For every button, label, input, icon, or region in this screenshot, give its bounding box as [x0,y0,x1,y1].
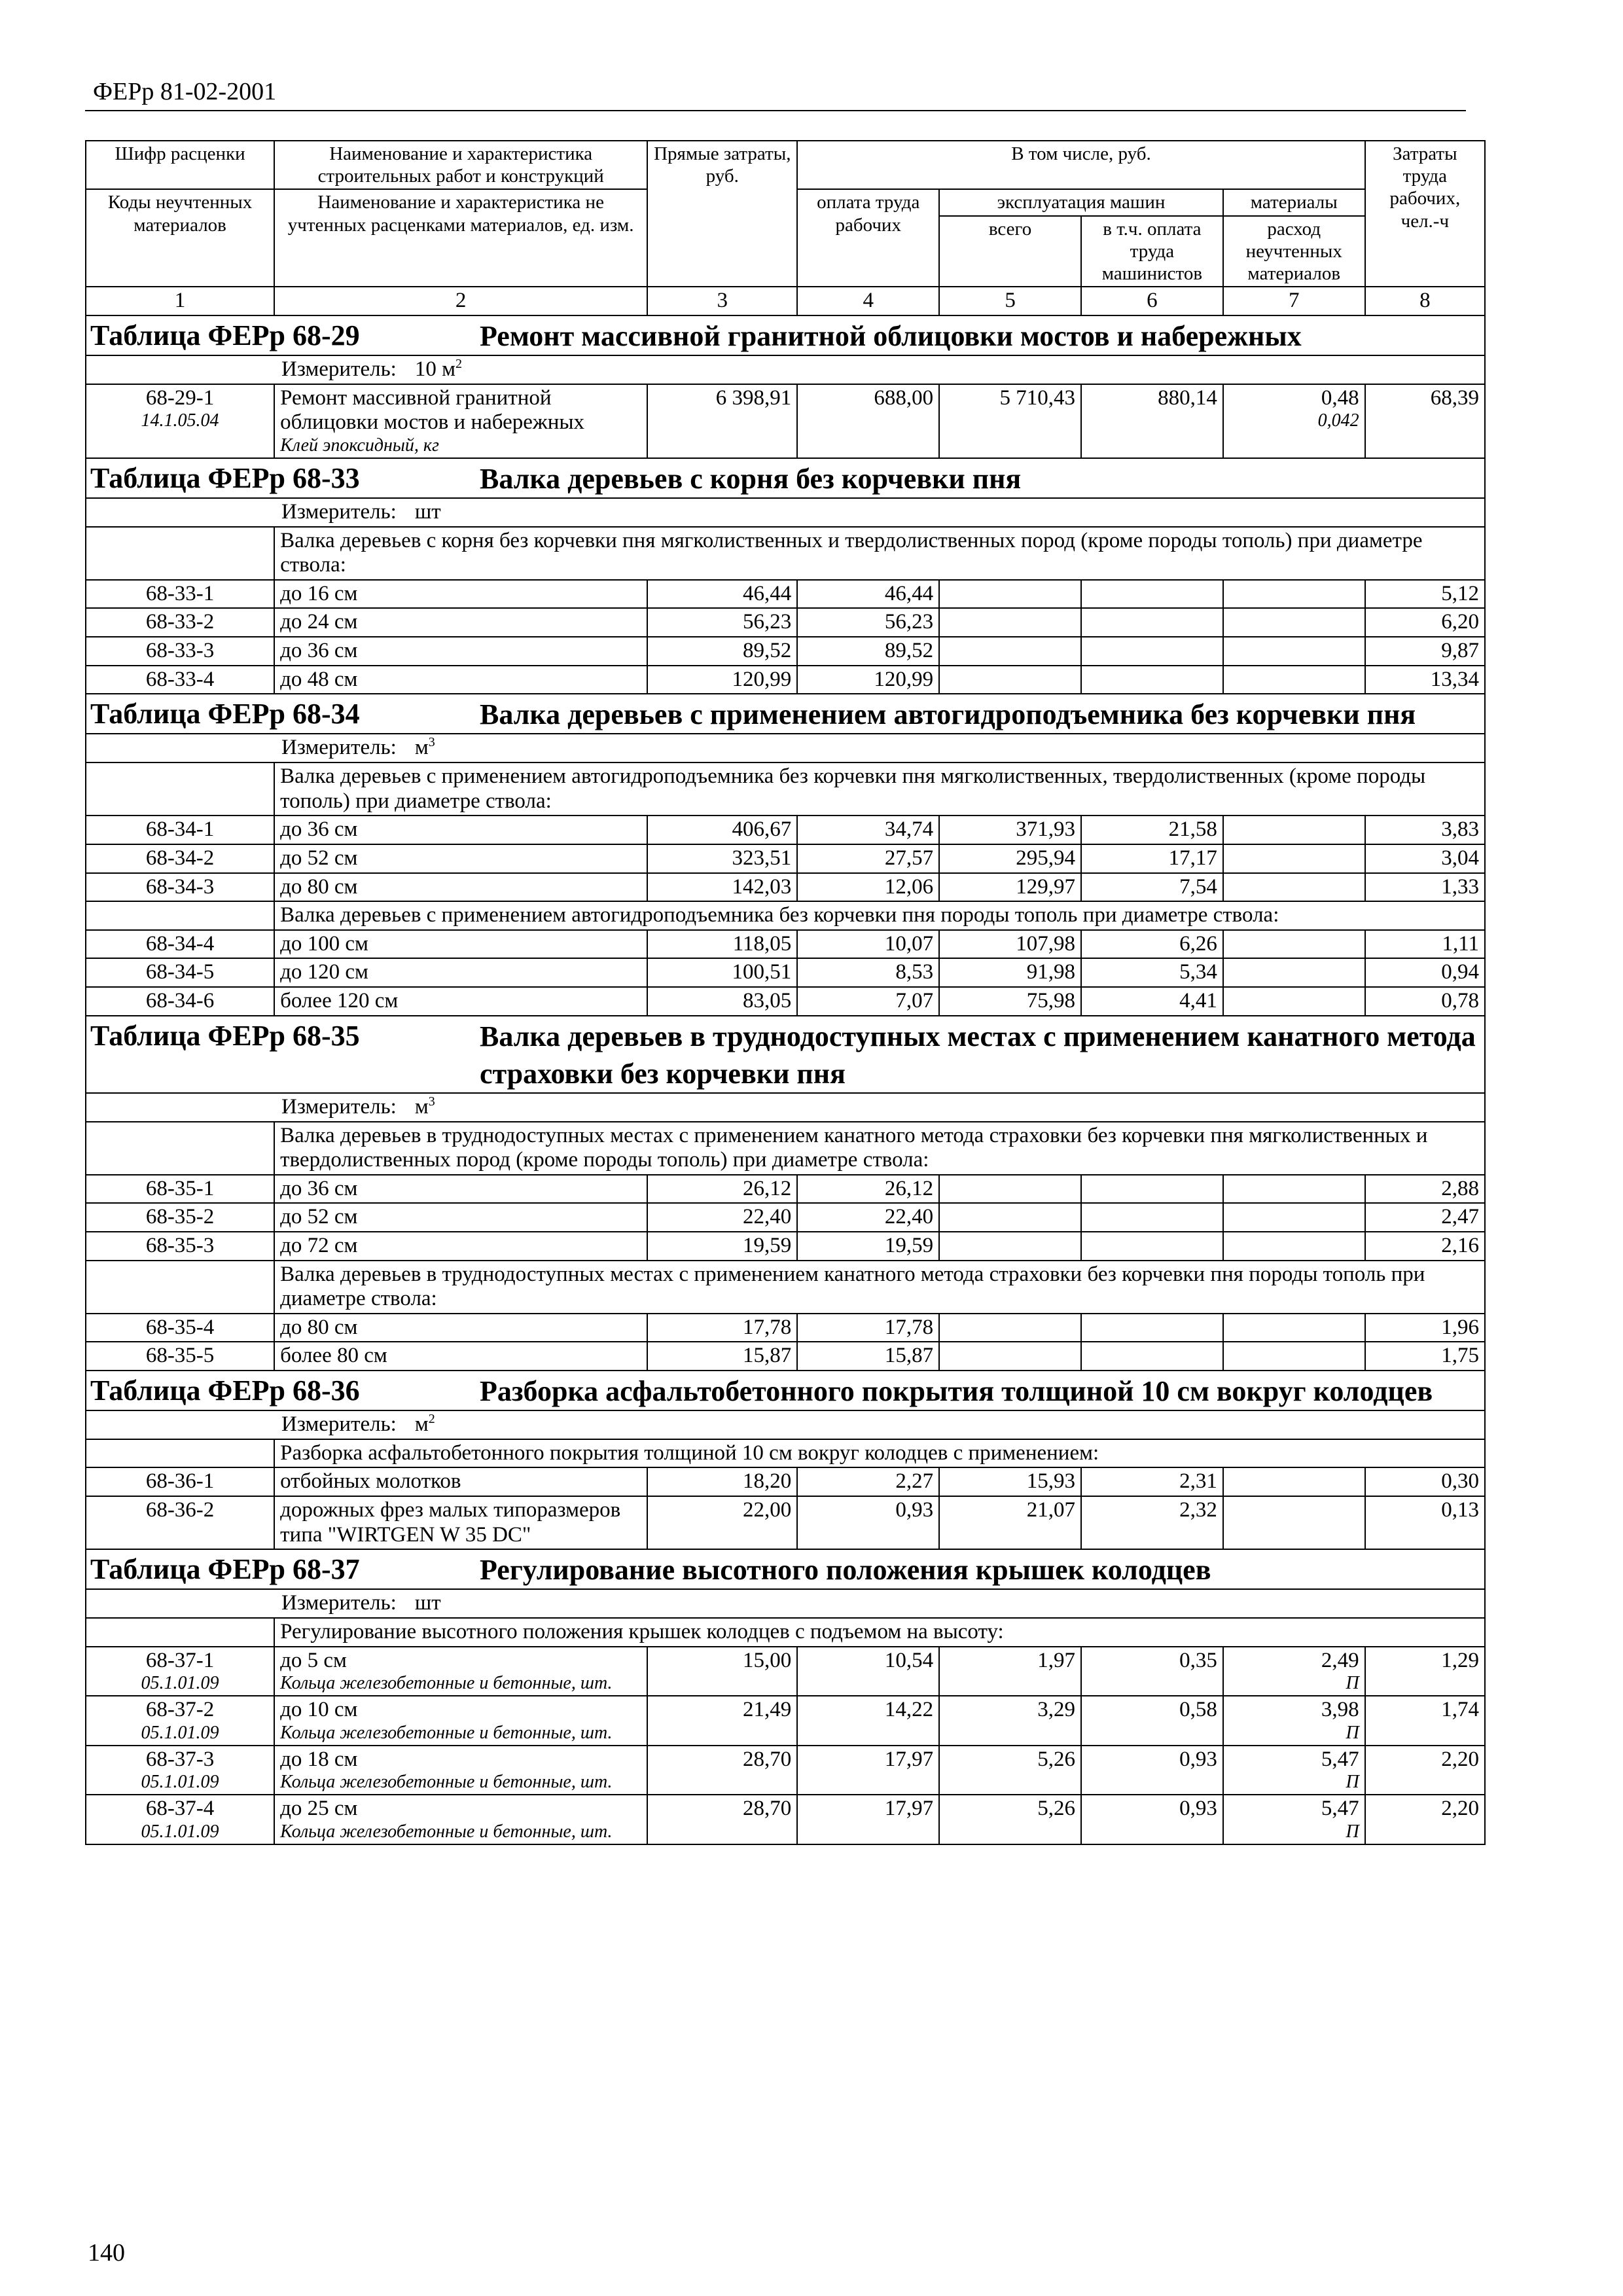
table-title: Валка деревьев с применением автогидроподъемника без корчевки пня [480,698,1416,731]
table-row [86,1795,1485,1844]
measure-unit-exp: 2 [455,357,462,372]
wages: 12,06 [797,873,939,902]
labor: 2,16 [1365,1232,1485,1261]
direct-cost: 21,49 [647,1696,797,1746]
rate-name: до 52 см [274,1203,647,1232]
hdr-group: В том числе, руб. [797,141,1364,189]
rate-code: 68-33-4 [86,666,274,694]
wages: 10,54 [797,1647,939,1696]
table-row [86,637,1485,666]
table-row [86,1696,1485,1746]
table-label: Таблица ФЕРр 68-34 [90,698,360,730]
desc-row [86,762,1485,816]
direct-cost: 15,00 [647,1647,797,1696]
machines-total: 75,98 [939,987,1081,1016]
table-row [86,1342,1485,1371]
measure-unit-exp: 3 [428,735,435,750]
direct-cost: 56,23 [647,608,797,637]
rate-code: 68-36-1 [86,1467,274,1496]
measure [92,500,1479,525]
table-title-row [86,694,1485,734]
machines-total: 15,93 [939,1467,1081,1496]
labor: 3,04 [1365,844,1485,873]
measure [92,1095,1479,1120]
rate-code: 68-37-2 05.1.01.09 [86,1696,274,1746]
hdr-mach-total: всего [939,216,1081,287]
page-number: 140 [88,2239,125,2267]
table-title: Регулирование высотного положения крышек колодцев [480,1554,1211,1587]
machines-total: 107,98 [939,930,1081,959]
col-num: 3 [647,287,797,315]
direct-cost: 323,51 [647,844,797,873]
rate-code: 68-34-5 [86,958,274,987]
direct-cost: 22,40 [647,1203,797,1232]
labor: 6,20 [1365,608,1485,637]
rate-name: до 52 см [274,844,647,873]
rate-code: 68-35-1 [86,1175,274,1204]
measure [92,357,1479,382]
labor: 1,33 [1365,873,1485,902]
table-row [86,1175,1485,1204]
material-flag: П [1346,1673,1359,1694]
hdr-code: Шифр расценки [86,141,274,189]
table-row [86,1232,1485,1261]
table-row [86,1647,1485,1696]
rate-name: до 36 см [274,1175,647,1204]
desc-row [86,1261,1485,1314]
machines-total: 129,97 [939,873,1081,902]
rates-table [85,140,1486,1845]
direct-cost: 28,70 [647,1746,797,1795]
rate-code: 68-34-3 [86,873,274,902]
rate-code: 68-33-2 [86,608,274,637]
wages: 10,07 [797,930,939,959]
measure-label: Измеритель: [281,1412,397,1437]
labor: 3,83 [1365,816,1485,844]
measure-row [86,498,1485,527]
rate-name: до 80 см [274,873,647,902]
direct-cost: 28,70 [647,1795,797,1844]
table-title-row [86,1371,1485,1410]
rate-name: более 80 см [274,1342,647,1371]
group-description: Разборка асфальтобетонного покрытия толщиной 10 см вокруг колодцев с применением: [274,1439,1485,1468]
col-num: 4 [797,287,939,315]
table-row [86,1467,1485,1496]
hdr-materials: материалы [1223,189,1365,215]
column-numbers-row [86,287,1485,315]
table-row [86,384,1485,458]
measure-unit-exp: 2 [428,1412,435,1427]
direct-cost: 118,05 [647,930,797,959]
machines-wages: 0,93 [1081,1795,1223,1844]
labor: 0,94 [1365,958,1485,987]
material-name: Кольца железобетонные и бетонные, шт. [280,1722,613,1743]
table-label: Таблица ФЕРр 68-33 [90,461,360,494]
table-title: Валка деревьев с корня без корчевки пня [480,462,1022,495]
rate-code: 68-34-2 [86,844,274,873]
col-num: 6 [1081,287,1223,315]
measure-label: Измеритель: [281,357,397,382]
materials: 3,98 П [1223,1696,1365,1746]
machines-wages: 4,41 [1081,987,1223,1016]
measure-unit: шт [414,1591,441,1615]
measure-label: Измеритель: [281,1591,397,1615]
table-row [86,873,1485,902]
direct-cost: 19,59 [647,1232,797,1261]
labor: 68,39 [1365,384,1485,458]
materials: 2,49 П [1223,1647,1365,1696]
rate-name: до 5 см Кольца железобетонные и бетонные, шт. [274,1647,647,1696]
measure [92,736,1479,761]
wages: 17,97 [797,1746,939,1795]
rate-code: 68-36-2 [86,1496,274,1549]
group-description: Валка деревьев в труднодоступных местах с применением канатного метода страховки без корчевки пня мягколиственных и твердолиственных пород (кроме породы тополь) при диаметре ствола: [274,1122,1485,1175]
direct-cost: 17,78 [647,1314,797,1342]
wages: 15,87 [797,1342,939,1371]
rate-code: 68-37-1 05.1.01.09 [86,1647,274,1696]
measure-label: Измеритель: [281,736,397,760]
machines-total: 5,26 [939,1795,1081,1844]
measure [92,1591,1479,1616]
wages: 120,99 [797,666,939,694]
measure-row [86,1589,1485,1618]
machines-total: 1,97 [939,1647,1081,1696]
rate-name: до 48 см [274,666,647,694]
rate-name: до 16 см [274,580,647,609]
machines-total: 5 710,43 [939,384,1081,458]
table-label: Таблица ФЕРр 68-36 [90,1374,360,1407]
labor: 1,75 [1365,1342,1485,1371]
material-name: Кольца железобетонные и бетонные, шт. [280,1772,613,1793]
direct-cost: 6 398,91 [647,384,797,458]
machines-wages: 0,93 [1081,1746,1223,1795]
wages: 17,78 [797,1314,939,1342]
table-title: Валка деревьев в труднодоступных местах с применением канатного метода страховки без корчевки пня [480,1020,1476,1090]
hdr-direct: Прямые затраты, руб. [647,141,797,287]
measure-unit: шт [414,500,441,524]
wages: 89,52 [797,637,939,666]
machines-wages: 0,58 [1081,1696,1223,1746]
measure-row [86,734,1485,762]
labor: 2,47 [1365,1203,1485,1232]
rate-code: 68-35-4 [86,1314,274,1342]
table-title-row [86,1549,1485,1589]
hdr-machines: эксплуатация машин [939,189,1223,215]
rate-name: до 25 см Кольца железобетонные и бетонные, шт. [274,1795,647,1844]
machines-wages: 0,35 [1081,1647,1223,1696]
group-description: Валка деревьев с корня без корчевки пня мягколиственных и твердолиственных пород (кроме породы тополь) при диаметре ствола: [274,527,1485,580]
measure-row [86,1410,1485,1439]
machines-wages: 21,58 [1081,816,1223,844]
wages: 22,40 [797,1203,939,1232]
machines-total: 3,29 [939,1696,1081,1746]
table-row [86,1203,1485,1232]
machines-wages: 6,26 [1081,930,1223,959]
measure-unit: м [414,1412,429,1437]
machines-total: 5,26 [939,1746,1081,1795]
direct-cost: 89,52 [647,637,797,666]
wages: 688,00 [797,384,939,458]
hdr-mach-wages: в т.ч. оплата труда машинистов [1081,216,1223,287]
labor: 1,29 [1365,1647,1485,1696]
table-row [86,608,1485,637]
labor: 9,87 [1365,637,1485,666]
measure [92,1412,1479,1437]
rate-code: 68-37-3 05.1.01.09 [86,1746,274,1795]
direct-cost: 18,20 [647,1467,797,1496]
wages: 27,57 [797,844,939,873]
material-code: 05.1.01.09 [141,1722,219,1743]
table-title-row [86,458,1485,498]
table-title-row [86,315,1485,355]
rate-code: 68-33-3 [86,637,274,666]
machines-wages: 2,31 [1081,1467,1223,1496]
wages: 26,12 [797,1175,939,1204]
table-label: Таблица ФЕРр 68-37 [90,1553,360,1586]
direct-cost: 100,51 [647,958,797,987]
direct-cost: 120,99 [647,666,797,694]
wages: 46,44 [797,580,939,609]
material-code: 14.1.05.04 [141,410,219,431]
table-label: Таблица ФЕРр 68-29 [90,319,360,351]
measure-row [86,355,1485,384]
col-num: 7 [1223,287,1365,315]
direct-cost: 15,87 [647,1342,797,1371]
direct-cost: 46,44 [647,580,797,609]
direct-cost: 83,05 [647,987,797,1016]
machines-total: 295,94 [939,844,1081,873]
rate-name: до 36 см [274,816,647,844]
table-row [86,987,1485,1016]
rate-code: 68-29-1 14.1.05.04 [86,384,274,458]
machines-wages: 5,34 [1081,958,1223,987]
group-description: Валка деревьев с применением автогидроподъемника без корчевки пня мягколиственных, твердолиственных (кроме породы тополь) при диаметре ствола: [274,762,1485,816]
measure-unit: м [414,1094,429,1119]
wages: 7,07 [797,987,939,1016]
material-consumption: 0,042 [1317,410,1359,431]
col-num: 1 [86,287,274,315]
measure-unit-exp: 3 [428,1094,435,1109]
header-rule [85,110,1466,111]
table-label: Таблица ФЕРр 68-35 [90,1019,360,1052]
hdr-labor: Затраты труда рабочих, чел.-ч [1365,141,1485,287]
rate-code: 68-34-4 [86,930,274,959]
group-description: Регулирование высотного положения крышек колодцев с подъемом на высоту: [274,1618,1485,1647]
direct-cost: 22,00 [647,1496,797,1549]
material-code: 05.1.01.09 [141,1772,219,1793]
rate-name: до 24 см [274,608,647,637]
labor: 0,78 [1365,987,1485,1016]
table-title: Ремонт массивной гранитной облицовки мостов и набережных [480,319,1302,352]
measure-label: Измеритель: [281,1094,397,1119]
desc-row [86,527,1485,580]
header-row-1 [86,141,1485,189]
material-code: 05.1.01.09 [141,1821,219,1842]
wages: 34,74 [797,816,939,844]
rate-name: до 100 см [274,930,647,959]
table-row [86,844,1485,873]
table-row [86,666,1485,694]
col-num: 2 [274,287,647,315]
rate-name: до 36 см [274,637,647,666]
labor: 1,96 [1365,1314,1485,1342]
running-header: ФЕРр 81-02-2001 [93,78,277,105]
rate-name: отбойных молотков [274,1467,647,1496]
table-row [86,580,1485,609]
table-row [86,930,1485,959]
labor: 2,20 [1365,1795,1485,1844]
labor: 1,11 [1365,930,1485,959]
rate-name: до 72 см [274,1232,647,1261]
wages: 19,59 [797,1232,939,1261]
rate-name: до 10 см Кольца железобетонные и бетонные, шт. [274,1696,647,1746]
table-row [86,958,1485,987]
table-title: Разборка асфальтобетонного покрытия толщиной 10 см вокруг колодцев [480,1375,1433,1408]
wages: 0,93 [797,1496,939,1549]
table-title-row [86,1016,1485,1093]
rate-name: до 120 см [274,958,647,987]
direct-cost: 406,67 [647,816,797,844]
measure-unit: 10 м [414,357,455,382]
hdr-wages: оплата труда рабочих [797,189,939,287]
material-flag: П [1346,1821,1359,1842]
labor: 1,74 [1365,1696,1485,1746]
machines-total: 91,98 [939,958,1081,987]
table-row [86,1314,1485,1342]
rate-code: 68-35-2 [86,1203,274,1232]
rate-name: до 80 см [274,1314,647,1342]
labor: 5,12 [1365,580,1485,609]
materials: 0,48 0,042 [1223,384,1365,458]
rate-code: 68-34-1 [86,816,274,844]
machines-wages: 17,17 [1081,844,1223,873]
direct-cost: 26,12 [647,1175,797,1204]
material-name: Кольца железобетонные и бетонные, шт. [280,1821,613,1842]
machines-total: 21,07 [939,1496,1081,1549]
machines-total: 371,93 [939,816,1081,844]
rate-name: дорожных фрез малых типоразмеров типа "WIRTGEN W 35 DC" [274,1496,647,1549]
machines-wages: 2,32 [1081,1496,1223,1549]
labor: 0,13 [1365,1496,1485,1549]
measure-label: Измеритель: [281,500,397,524]
wages: 8,53 [797,958,939,987]
wages: 14,22 [797,1696,939,1746]
materials: 5,47 П [1223,1795,1365,1844]
desc-row [86,901,1485,930]
col-num: 8 [1365,287,1485,315]
material-name: Клей эпоксидный, кг [280,435,439,456]
wages: 56,23 [797,608,939,637]
rate-code: 68-37-4 05.1.01.09 [86,1795,274,1844]
machines-wages: 7,54 [1081,873,1223,902]
rate-name: до 18 см Кольца железобетонные и бетонные, шт. [274,1746,647,1795]
rate-code: 68-35-3 [86,1232,274,1261]
material-code: 05.1.01.09 [141,1673,219,1694]
materials: 5,47 П [1223,1746,1365,1795]
hdr-mat-names: Наименование и характеристика не учтенных расценками материалов, ед. изм. [274,189,647,287]
group-description: Валка деревьев с применением автогидроподъемника без корчевки пня породы тополь при диаметре ствола: [274,901,1485,930]
labor: 2,88 [1365,1175,1485,1204]
rate-code: 68-34-6 [86,987,274,1016]
labor: 0,30 [1365,1467,1485,1496]
material-flag: П [1346,1722,1359,1743]
material-flag: П [1346,1772,1359,1793]
labor: 2,20 [1365,1746,1485,1795]
desc-row [86,1122,1485,1175]
rate-code: 68-35-5 [86,1342,274,1371]
table-row [86,816,1485,844]
rate-name: более 120 см [274,987,647,1016]
desc-row [86,1618,1485,1647]
table-row [86,1746,1485,1795]
machines-wages: 880,14 [1081,384,1223,458]
measure-unit: м [414,736,429,760]
table-row [86,1496,1485,1549]
col-num: 5 [939,287,1081,315]
hdr-mat-consumption: расход неучтенных материалов [1223,216,1365,287]
hdr-name: Наименование и характеристика строительных работ и конструкций [274,141,647,189]
measure-row [86,1093,1485,1122]
direct-cost: 142,03 [647,873,797,902]
material-name: Кольца железобетонные и бетонные, шт. [280,1673,613,1694]
rate-name: Ремонт массивной гранитной облицовки мостов и набережных Клей эпоксидный, кг [274,384,647,458]
wages: 2,27 [797,1467,939,1496]
desc-row [86,1439,1485,1468]
rate-code: 68-33-1 [86,580,274,609]
hdr-mat-codes: Коды неучтенных материалов [86,189,274,287]
group-description: Валка деревьев в труднодоступных местах с применением канатного метода страховки без корчевки пня породы тополь при диаметре ствола: [274,1261,1485,1314]
wages: 17,97 [797,1795,939,1844]
labor: 13,34 [1365,666,1485,694]
